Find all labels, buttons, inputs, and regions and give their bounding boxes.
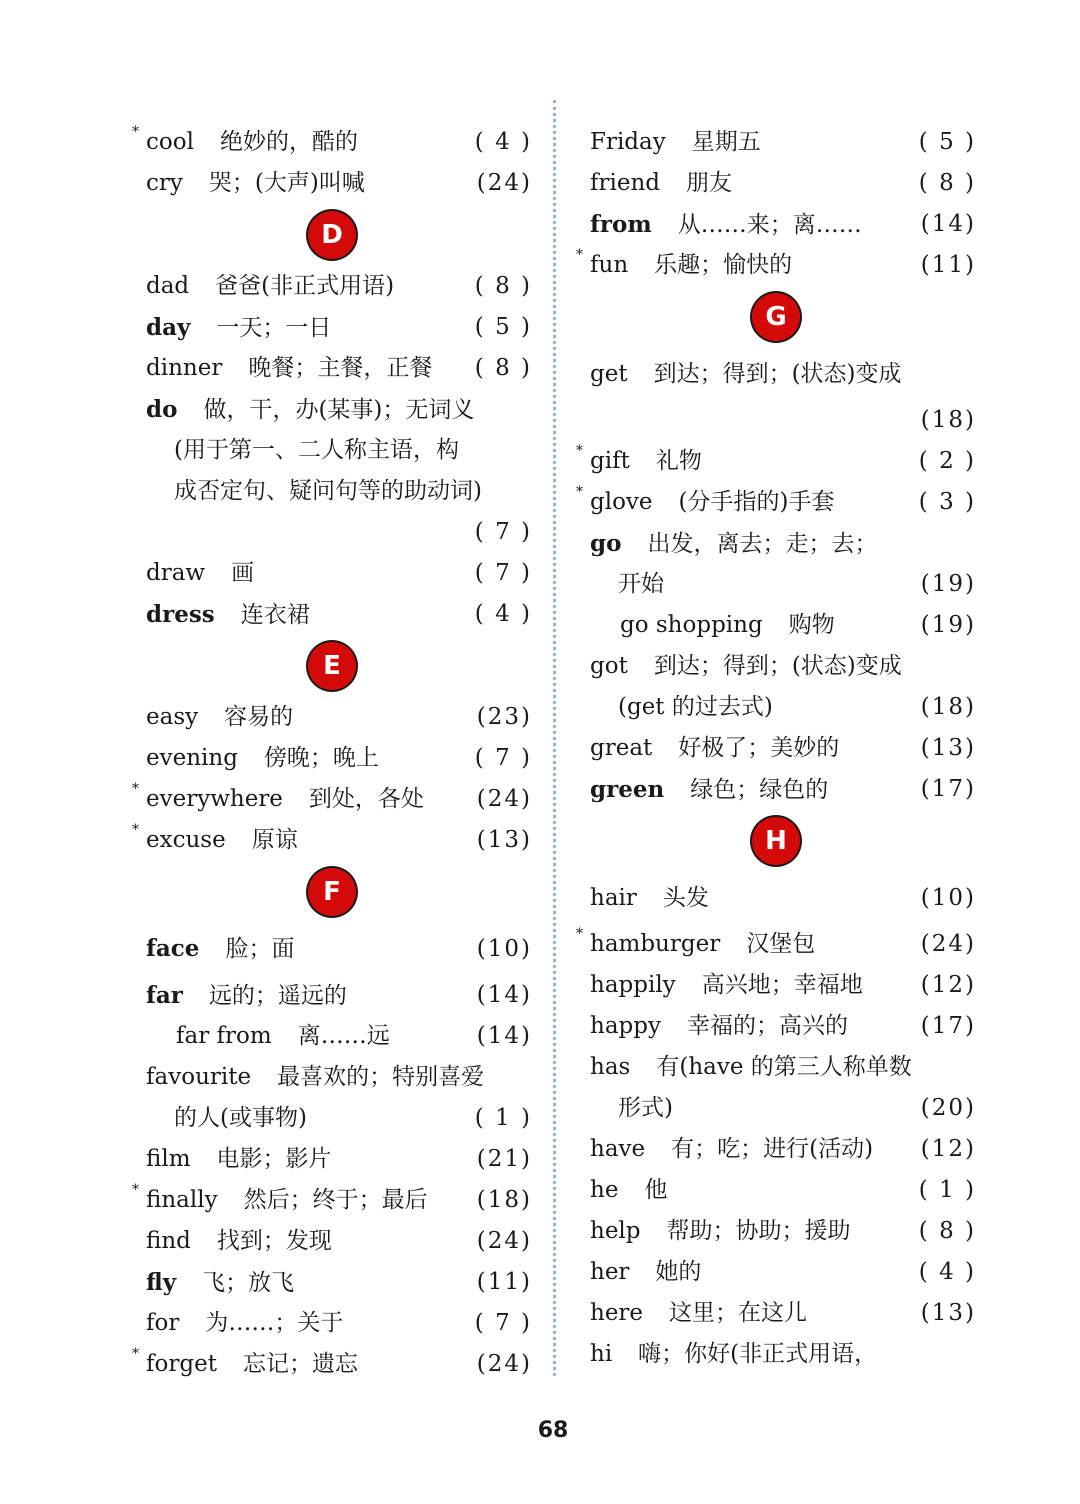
unit-reference: ( 3 ) xyxy=(918,489,976,515)
vocab-entry xyxy=(576,1334,976,1375)
vocab-entry xyxy=(576,441,976,482)
unit-reference: (13) xyxy=(920,1300,976,1326)
entry-word: go xyxy=(590,530,622,557)
entry-meaning: 幸福的；高兴的 xyxy=(686,1013,848,1039)
entry-word: forget xyxy=(146,1351,217,1377)
entry-word: film xyxy=(146,1146,191,1172)
entry-meaning: 有；吃；进行(活动) xyxy=(671,1136,874,1162)
vocab-entry xyxy=(132,307,532,348)
entry-meaning: 找到；发现 xyxy=(216,1228,332,1254)
entry-meaning: 画 xyxy=(231,560,255,586)
vocab-entry xyxy=(576,1170,976,1211)
unit-reference: ( 8 ) xyxy=(918,170,976,196)
unit-reference: (19) xyxy=(920,612,976,638)
entry-word: evening xyxy=(146,745,238,771)
entry-meaning: 这里；在这儿 xyxy=(669,1300,808,1326)
entry-meaning: 一天；一日 xyxy=(216,315,332,341)
vocab-entry xyxy=(576,1129,976,1170)
unit-reference: (11) xyxy=(476,1269,532,1295)
unit-reference: (19) xyxy=(920,571,976,597)
unit-reference: (10) xyxy=(476,936,532,962)
entry-meaning: 她的 xyxy=(655,1259,702,1285)
entry-word: gift xyxy=(590,448,630,474)
entry-meaning: 远的；遥远的 xyxy=(208,983,347,1009)
section-header-h xyxy=(576,810,976,872)
vocab-entry xyxy=(132,1139,532,1180)
entry-continuation xyxy=(132,471,532,512)
unit-reference: ( 8 ) xyxy=(474,355,532,381)
entry-word: face xyxy=(146,935,200,962)
unit-reference: (13) xyxy=(476,827,532,853)
vocab-entry xyxy=(132,122,532,163)
section-letter-badge: E xyxy=(308,642,356,690)
entry-word: here xyxy=(590,1300,644,1326)
entry-word: hair xyxy=(590,885,637,911)
vocab-entry xyxy=(132,1180,532,1221)
unit-reference: (24) xyxy=(476,1228,532,1254)
vocab-entry xyxy=(576,646,976,687)
vocab-entry xyxy=(132,820,532,861)
optional-star-icon: * xyxy=(576,926,583,942)
entry-word: day xyxy=(146,314,191,341)
section-letter-badge: G xyxy=(752,293,800,341)
unit-reference: (13) xyxy=(920,735,976,761)
optional-star-icon: * xyxy=(576,484,583,500)
entry-meaning: 电影；影片 xyxy=(216,1146,332,1172)
vocab-entry xyxy=(132,738,532,779)
entry-continuation xyxy=(576,1088,976,1129)
unit-reference: (12) xyxy=(920,972,976,998)
entry-continuation xyxy=(576,400,976,441)
unit-reference: ( 7 ) xyxy=(474,1310,532,1336)
optional-star-icon: * xyxy=(132,1346,139,1362)
unit-reference: (14) xyxy=(476,982,532,1008)
entry-meaning: 好极了；美妙的 xyxy=(678,735,840,761)
unit-reference: (14) xyxy=(920,211,976,237)
vocab-entry xyxy=(132,697,532,738)
entry-meaning-continued: (用于第一、二人称主语，构 xyxy=(174,437,459,463)
unit-reference: ( 8 ) xyxy=(918,1218,976,1244)
unit-reference: (24) xyxy=(920,931,976,957)
entry-meaning: 做，干，办(某事)；无词义 xyxy=(203,397,475,423)
unit-reference: (20) xyxy=(920,1095,976,1121)
vocab-entry xyxy=(576,122,976,163)
entry-continuation xyxy=(132,430,532,471)
entry-meaning: 出发，离去；走；去； xyxy=(647,531,878,557)
entry-continuation xyxy=(576,564,976,605)
entry-meaning: 飞；放飞 xyxy=(202,1270,295,1296)
entry-meaning: 高兴地；幸福地 xyxy=(701,972,863,998)
entry-word: far from xyxy=(176,1023,272,1049)
unit-reference: (14) xyxy=(476,1023,532,1049)
entry-meaning-continued: 成否定句、疑问句等的助动词) xyxy=(174,478,482,504)
section-letter-badge: F xyxy=(308,868,356,916)
vocab-entry xyxy=(576,1006,976,1047)
entry-meaning-continued: 的人(或事物) xyxy=(174,1105,307,1131)
entry-word: hamburger xyxy=(590,931,721,957)
vocab-entry xyxy=(132,348,532,389)
column-divider xyxy=(553,100,556,1376)
vocab-entry xyxy=(576,348,976,400)
entry-word: fun xyxy=(590,252,629,278)
entry-word: cool xyxy=(146,129,194,155)
entry-meaning: 哭；(大声)叫喊 xyxy=(208,170,365,196)
entry-word: got xyxy=(590,653,628,679)
unit-reference: ( 7 ) xyxy=(474,519,532,545)
vocab-entry xyxy=(132,975,532,1016)
entry-word: dad xyxy=(146,273,190,299)
entry-word: hi xyxy=(590,1341,613,1367)
entry-meaning: 到达；得到；(状态)变成 xyxy=(653,653,902,679)
unit-reference: (24) xyxy=(476,786,532,812)
vocab-entry xyxy=(576,1252,976,1293)
unit-reference: ( 5 ) xyxy=(474,314,532,340)
entry-meaning: 最喜欢的；特别喜爱 xyxy=(277,1064,485,1090)
unit-reference: ( 5 ) xyxy=(918,129,976,155)
entry-word: green xyxy=(590,776,665,803)
vocab-entry xyxy=(132,1221,532,1262)
entry-meaning: 傍晚；晚上 xyxy=(263,745,379,771)
vocab-entry xyxy=(132,1262,532,1303)
unit-reference: (11) xyxy=(920,252,976,278)
entry-word: excuse xyxy=(146,827,226,853)
entry-meaning: 头发 xyxy=(662,885,709,911)
section-header-d xyxy=(132,204,532,266)
unit-reference: ( 7 ) xyxy=(474,560,532,586)
vocab-entry xyxy=(132,266,532,307)
entry-word: do xyxy=(146,396,178,423)
vocab-entry xyxy=(576,1293,976,1334)
entry-word: happy xyxy=(590,1013,661,1039)
optional-star-icon: * xyxy=(576,247,583,263)
vocab-entry xyxy=(132,1344,532,1385)
vocab-entry xyxy=(576,204,976,245)
entry-word: cry xyxy=(146,170,183,196)
vocab-entry xyxy=(132,1016,532,1057)
entry-meaning: 从……来；离…… xyxy=(677,212,862,238)
entry-meaning: 离……远 xyxy=(297,1023,390,1049)
entry-meaning: 容易的 xyxy=(224,704,294,730)
section-header-f xyxy=(132,861,532,923)
entry-meaning-continued: 开始 xyxy=(618,571,664,597)
optional-star-icon: * xyxy=(132,781,139,797)
entry-meaning: 为……；关于 xyxy=(205,1310,344,1336)
entry-meaning: 到达；得到；(状态)变成 xyxy=(653,361,902,387)
vocab-entry xyxy=(132,779,532,820)
entry-continuation xyxy=(132,512,532,553)
entry-word: far xyxy=(146,982,183,1009)
entry-meaning: (分手指的)手套 xyxy=(678,489,835,515)
unit-reference: (17) xyxy=(920,776,976,802)
vocab-entry xyxy=(576,523,976,564)
entry-meaning: 爸爸(非正式用语) xyxy=(215,273,395,299)
entry-word: dinner xyxy=(146,355,223,381)
entry-meaning: 绝妙的，酷的 xyxy=(219,129,358,155)
entry-word: have xyxy=(590,1136,646,1162)
vocab-entry xyxy=(576,163,976,204)
entry-word: get xyxy=(590,361,628,387)
entry-word: for xyxy=(146,1310,180,1336)
entry-word: friend xyxy=(590,170,661,196)
entry-word: favourite xyxy=(146,1064,252,1090)
entry-meaning: 朋友 xyxy=(686,170,733,196)
entry-meaning: 帮助；协助；援助 xyxy=(666,1218,851,1244)
vocab-entry xyxy=(132,923,532,975)
entry-meaning: 脸；面 xyxy=(225,936,295,962)
vocab-entry xyxy=(132,389,532,430)
vocab-entry xyxy=(576,1047,976,1088)
unit-reference: ( 4 ) xyxy=(474,601,532,627)
entry-meaning: 嗨；你好(非正式用语， xyxy=(638,1341,878,1367)
entry-word: go shopping xyxy=(620,612,763,638)
entry-meaning-continued: 形式) xyxy=(618,1095,673,1121)
entry-word: find xyxy=(146,1228,191,1254)
unit-reference: (18) xyxy=(920,694,976,720)
optional-star-icon: * xyxy=(132,1182,139,1198)
entry-word: great xyxy=(590,735,653,761)
entry-word: Friday xyxy=(590,129,666,155)
vocab-entry xyxy=(576,769,976,810)
unit-reference: ( 2 ) xyxy=(918,448,976,474)
unit-reference: (18) xyxy=(476,1187,532,1213)
vocab-entry xyxy=(576,965,976,1006)
entry-meaning-continued: (get 的过去式) xyxy=(618,694,773,720)
entry-meaning: 然后；终于；最后 xyxy=(243,1187,428,1213)
entry-word: draw xyxy=(146,560,206,586)
entry-word: help xyxy=(590,1218,641,1244)
section-header-e xyxy=(132,635,532,697)
section-header-g xyxy=(576,286,976,348)
unit-reference: (12) xyxy=(920,1136,976,1162)
unit-reference: (17) xyxy=(920,1013,976,1039)
entry-meaning: 绿色；绿色的 xyxy=(690,777,829,803)
vocab-entry xyxy=(132,594,532,635)
entry-meaning: 晚餐；主餐，正餐 xyxy=(248,355,433,381)
page-number: 68 xyxy=(537,1418,569,1443)
vocab-entry xyxy=(576,924,976,965)
entry-meaning: 汉堡包 xyxy=(746,931,816,957)
entry-meaning: 有(have 的第三人称单数 xyxy=(656,1054,912,1080)
entry-continuation xyxy=(132,1098,532,1139)
unit-reference: ( 4 ) xyxy=(474,129,532,155)
entry-word: everywhere xyxy=(146,786,283,812)
entry-meaning: 忘记；遗忘 xyxy=(242,1351,358,1377)
entry-word: has xyxy=(590,1054,631,1080)
entry-word: he xyxy=(590,1177,619,1203)
entry-word: dress xyxy=(146,601,215,628)
entry-meaning: 他 xyxy=(644,1177,668,1203)
unit-reference: ( 4 ) xyxy=(918,1259,976,1285)
unit-reference: ( 1 ) xyxy=(918,1177,976,1203)
entry-word: happily xyxy=(590,972,676,998)
vocab-entry xyxy=(132,553,532,594)
optional-star-icon: * xyxy=(132,124,139,140)
optional-star-icon: * xyxy=(132,822,139,838)
vocab-entry xyxy=(132,1057,532,1098)
left-column xyxy=(132,122,532,1385)
entry-meaning: 到处，各处 xyxy=(308,786,424,812)
vocab-entry xyxy=(576,1211,976,1252)
entry-word: her xyxy=(590,1259,630,1285)
entry-meaning: 连衣裙 xyxy=(240,602,310,628)
section-letter-badge: H xyxy=(752,817,800,865)
entry-word: easy xyxy=(146,704,199,730)
vocab-entry xyxy=(132,1303,532,1344)
entry-word: from xyxy=(590,211,652,238)
vocab-entry xyxy=(576,605,976,646)
entry-continuation xyxy=(576,687,976,728)
entry-meaning: 礼物 xyxy=(655,448,702,474)
vocab-entry xyxy=(576,872,976,924)
unit-reference: (18) xyxy=(920,407,976,433)
entry-meaning: 原谅 xyxy=(251,827,298,853)
unit-reference: (24) xyxy=(476,1351,532,1377)
unit-reference: (10) xyxy=(920,885,976,911)
vocab-entry xyxy=(576,245,976,286)
unit-reference: (21) xyxy=(476,1146,532,1172)
right-column xyxy=(576,122,976,1375)
unit-reference: (24) xyxy=(476,170,532,196)
unit-reference: (23) xyxy=(476,704,532,730)
vocab-entry xyxy=(576,482,976,523)
vocab-entry xyxy=(576,728,976,769)
optional-star-icon: * xyxy=(576,443,583,459)
unit-reference: ( 7 ) xyxy=(474,745,532,771)
entry-meaning: 乐趣；愉快的 xyxy=(654,252,793,278)
section-letter-badge: D xyxy=(308,211,356,259)
unit-reference: ( 1 ) xyxy=(474,1105,532,1131)
entry-meaning: 购物 xyxy=(788,612,835,638)
entry-word: fly xyxy=(146,1269,177,1296)
entry-word: finally xyxy=(146,1187,218,1213)
entry-word: glove xyxy=(590,489,653,515)
entry-meaning: 星期五 xyxy=(691,129,761,155)
unit-reference: ( 8 ) xyxy=(474,273,532,299)
vocab-entry xyxy=(132,163,532,204)
